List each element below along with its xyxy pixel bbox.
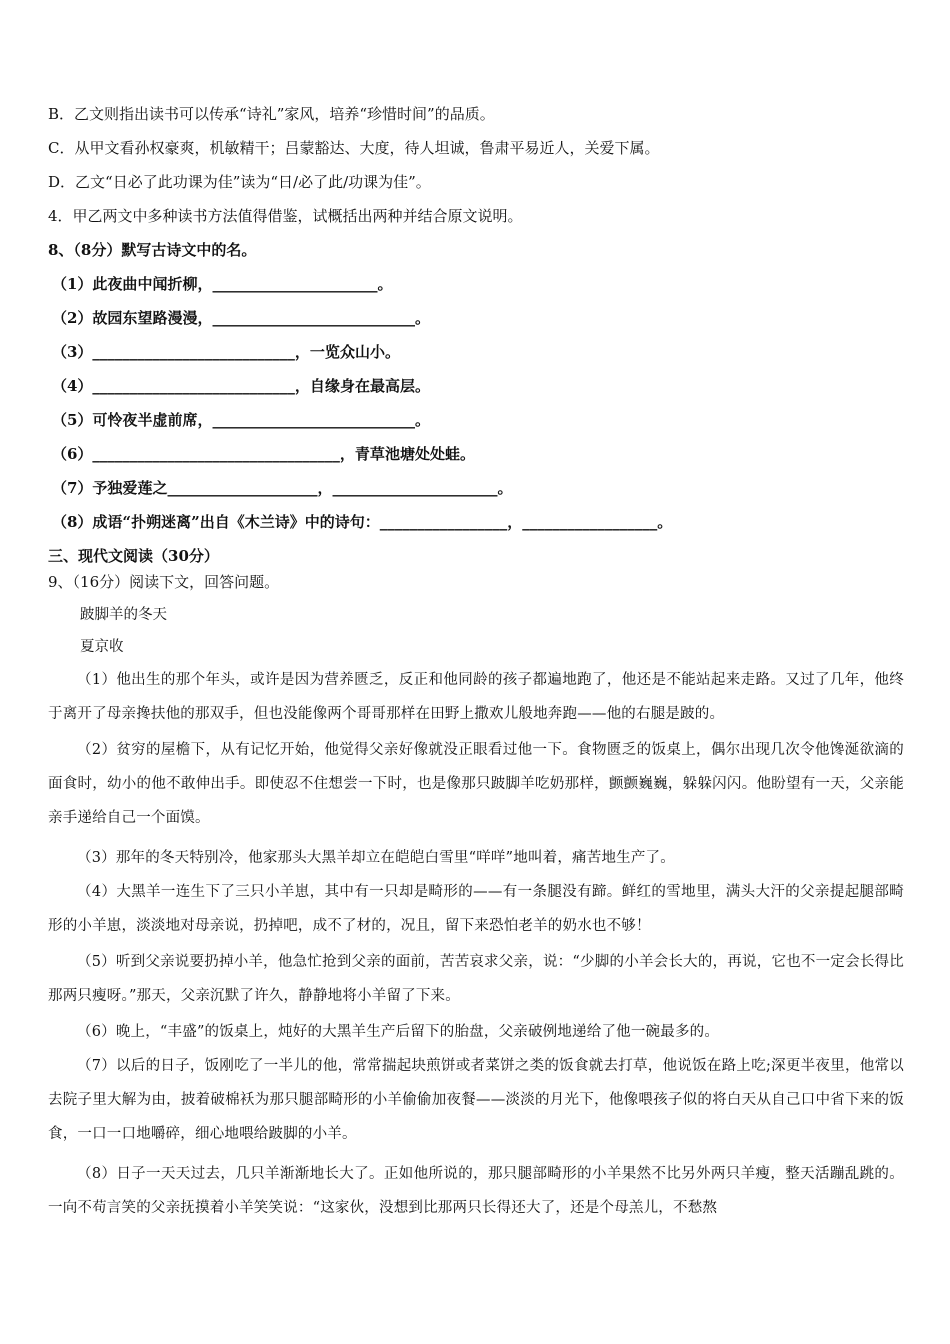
article-paragraph: （8）日子一天天过去，几只羊渐渐地长大了。正如他所说的，那只腿部畸形的小羊果然不比另外两只羊瘦，整天活蹦乱跳的。一向不苟言笑的父亲抚摸着小羊笑笑说：“这家伙，没想到比那两只长得还大了，还是个母羔儿，不愁熬 (48, 1166, 904, 1216)
article-author: 夏京收 (80, 639, 124, 655)
article-paragraph: （4）大黑羊一连生下了三只小羊崽，其中有一只却是畸形的——有一条腿没有蹄。鲜红的雪地里，满头大汗的父亲提起腿部畸形的小羊崽，淡淡地对母亲说，扔掉吧，成不了材的，况且，留下来恐怕老羊的奶水也不够！ (48, 884, 904, 934)
question-8-item: （4）___________________________，自缘身在最高层。 (52, 377, 430, 395)
article-paragraph: （5）听到父亲说要扔掉小羊，他急忙抢到父亲的面前，苦苦哀求父亲，说：“少脚的小羊会长大的，再说，它也不一定会长得比那两只瘦呀。”那天，父亲沉默了许久，静静地将小羊留了下来。 (48, 954, 904, 1004)
question-8-item: （5）可怜夜半虚前席，___________________________。 (52, 411, 430, 429)
article-paragraph: （7）以后的日子，饭刚吃了一半儿的他，常常揣起块煎饼或者菜饼之类的饭食就去打草，他说饭在路上吃;深更半夜里，他常以去院子里大解为由，披着破棉袄为那只腿部畸形的小羊偷偷加夜餐——淡淡的月光下，他像喂孩子似的将白天从自己口中省下来的饭食，一口一口地嚼碎，细心地喂给跛脚的小羊。 (48, 1058, 904, 1142)
article-title: 跛脚羊的冬天 (80, 607, 167, 623)
question-8-item: （2）故园东望路漫漫，___________________________。 (52, 309, 430, 327)
question-8-item: （7）予独爱莲之____________________，______________________。 (52, 479, 513, 497)
section-3-heading: 三、现代文阅读（30分） (48, 547, 219, 565)
question-8-item: （3）___________________________，一览众山小。 (52, 343, 400, 361)
question-8-item: （1）此夜曲中闻折柳，______________________。 (52, 275, 393, 293)
question-8-item: （6）_________________________________，青草池塘处处蛙。 (52, 445, 475, 463)
option-d: D．乙文“日必了此功课为佳”读为“日/必了此/功课为佳”。 (48, 173, 431, 191)
article-paragraph: （2）贫穷的屋檐下，从有记忆开始，他觉得父亲好像就没正眼看过他一下。食物匮乏的饭桌上，偶尔出现几次令他馋涎欲滴的面食时，幼小的他不敢伸出手。即使忍不住想尝一下时，也是像那只跛脚羊吃奶那样，颤颤巍巍，躲躲闪闪。他盼望有一天，父亲能亲手递给自己一个面馍。 (48, 742, 904, 826)
question-8-header: 8、（8分）默写古诗文中的名。 (48, 241, 257, 259)
option-c: C．从甲文看孙权豪爽，机敏精干；吕蒙豁达、大度，待人坦诚，鲁肃平易近人，关爱下属。 (48, 139, 660, 157)
article-paragraph: （6）晚上，“丰盛”的饭桌上，炖好的大黑羊生产后留下的胎盘，父亲破例地递给了他一碗最多的。 (77, 1024, 720, 1040)
question-4: 4．甲乙两文中多种读书方法值得借鉴，试概括出两种并结合原文说明。 (48, 207, 523, 225)
article-paragraph: （1）他出生的那个年头，或许是因为营养匮乏，反正和他同龄的孩子都遍地跑了，他还是不能站起来走路。又过了几年，他终于离开了母亲搀扶他的那双手，但也没能像两个哥哥那样在田野上撒欢儿般地奔跑——他的右腿是跛的。 (48, 672, 904, 722)
option-b: B．乙文则指出读书可以传承“诗礼”家风，培养“珍惜时间”的品质。 (48, 105, 495, 123)
question-8-item: （8）成语“扑朔迷离”出自《木兰诗》中的诗句：_________________，__________________。 (52, 513, 673, 531)
question-9-header: 9、（16分）阅读下文，回答问题。 (48, 573, 280, 591)
article-paragraph: （3）那年的冬天特别冷，他家那头大黑羊却立在皑皑白雪里“咩咩”地叫着，痛苦地生产了。 (77, 850, 675, 866)
